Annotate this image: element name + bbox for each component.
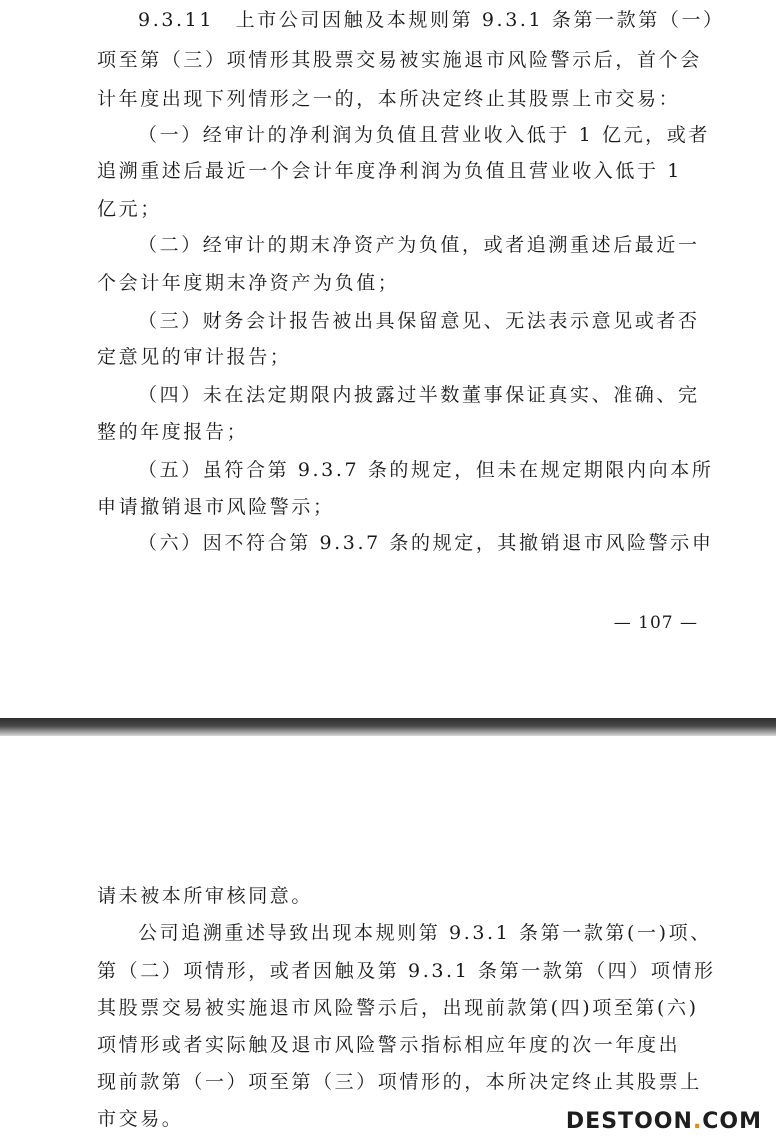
text-line: 亿元； (97, 198, 162, 220)
watermark-dot: . (692, 1109, 703, 1134)
text-line: 项情形或者实际触及退市风险警示指标相应年度的次一年度出 (97, 1034, 681, 1056)
text-line: 第（二）项情形，或者因触及第 9.3.1 条第一款第（四）项情形 (97, 960, 716, 982)
watermark-text: DESTOON (565, 1109, 693, 1134)
text-line: 公司追溯重述导致出现本规则第 9.3.1 条第一款第(一)项、 (138, 922, 712, 944)
text-line: 请未被本所审核同意。 (97, 885, 314, 907)
text-line: （四）未在法定期限内披露过半数董事保证真实、准确、完 (138, 384, 700, 406)
text-line: 追溯重述后最近一个会计年度净利润为负值且营业收入低于 1 (97, 160, 682, 182)
text-line: （二）经审计的期末净资产为负值，或者追溯重述后最近一 (138, 234, 700, 256)
page-number: — 107 — (613, 613, 698, 633)
text-line: 计年度出现下列情形之一的，本所决定终止其股票上市交易： (97, 88, 681, 110)
page-separator (0, 718, 776, 736)
text-line: （三）财务会计报告被出具保留意见、无法表示意见或者否 (138, 310, 700, 332)
text-line: （六）因不符合第 9.3.7 条的规定，其撤销退市风险警示申 (138, 532, 714, 554)
text-line: （五）虽符合第 9.3.7 条的规定，但未在规定期限内向本所 (138, 459, 714, 481)
text-line: 9.3.11 上市公司因触及本规则第 9.3.1 条第一款第（一） (138, 9, 725, 31)
text-line: 其股票交易被实施退市风险警示后，出现前款第(四)项至第(六) (97, 997, 699, 1019)
document-page-bottom (0, 736, 776, 1144)
watermark-suffix: COM (702, 1109, 762, 1134)
text-line: 个会计年度期末净资产为负值； (97, 272, 400, 294)
text-line: 申请撤销退市风险警示； (97, 496, 335, 518)
text-line: （一）经审计的净利润为负值且营业收入低于 1 亿元，或者 (138, 124, 710, 146)
text-line: 现前款第（一）项至第（三）项情形的，本所决定终止其股票上 (97, 1071, 702, 1093)
text-line: 项至第（三）项情形其股票交易被实施退市风险警示后，首个会 (97, 49, 702, 71)
text-line: 定意见的审计报告； (97, 346, 292, 368)
text-line: 整的年度报告； (97, 421, 249, 443)
text-line: 市交易。 (97, 1108, 184, 1130)
watermark-logo (566, 1109, 762, 1134)
